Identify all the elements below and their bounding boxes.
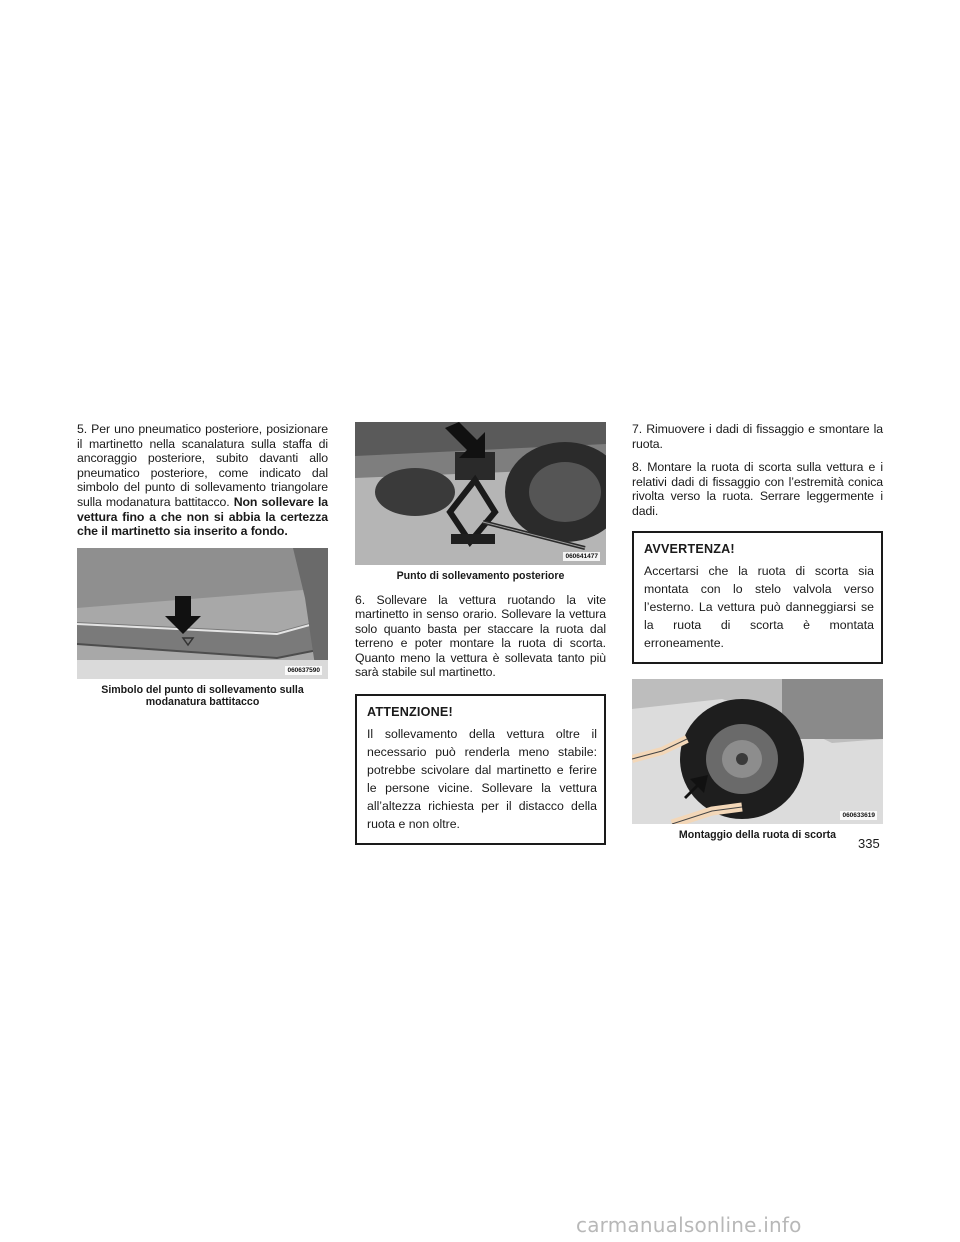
caution-title: ATTENZIONE!: [367, 705, 453, 720]
page-number: 335: [858, 836, 880, 851]
figure-1-caption: Simbolo del punto di sollevamento sulla modanatura battitacco: [101, 683, 304, 709]
step-5-warning-bold: Non sollevare la vettura fino a che non si abbia la certezza che il martinetto sia inserito a fondo.: [77, 494, 329, 539]
figure-rear-jack-point: [355, 422, 606, 565]
step-6-paragraph: 6. Sollevare la vettura ruotando la vite martinetto in senso orario. Sollevare la vettura solo quanto basta per staccare la ruota dal terreno e poter montare la ruota di scorta. Quanto meno la vettura è sollevata tanto più sarà stabile sul martinetto.: [355, 592, 606, 680]
figure-2-code: 060641477: [565, 553, 598, 560]
figure-2-caption: Punto di sollevamento posteriore: [396, 570, 565, 582]
column-right: [632, 422, 883, 841]
column-left: [77, 422, 328, 709]
caution-text: Il sollevamento della vettura oltre il necessario può renderla meno stabile: potrebbe scivolare dal martinetto e ferire le persone vicine. Sollevare la vettura all’altezza richiesta per il distacco della ruota e non oltre.: [367, 727, 597, 832]
spare-wheel-illustration: [632, 679, 883, 824]
watermark: carmanualsonline.info: [576, 1213, 802, 1237]
warning-box: [632, 531, 883, 664]
caution-box: [355, 694, 606, 845]
rear-jack-illustration: [355, 422, 606, 565]
step-7-paragraph: 7. Rimuovere i dadi di fissaggio e smontare la ruota.: [632, 422, 883, 451]
figure-1-code: 060637590: [287, 666, 320, 674]
figure-spare-wheel-mounting: [632, 679, 883, 824]
step-5-text: 5. Per uno pneumatico posteriore, posizionare il martinetto nella scanalatura sulla staffa di ancoraggio posteriore, subito davanti allo pneumatico posteriore, come indicato dal simbolo del punto di sollevamento triangolare sulla modanatura battitacco.: [77, 422, 328, 509]
warning-text: Accertarsi che la ruota di scorta sia montata con lo stelo valvola verso l’esterno. La vettura può danneggiarsi se la ruota di scorta è montata erroneamente.: [644, 563, 874, 650]
sill-molding-illustration: [77, 548, 328, 679]
figure-3-caption: Montaggio della ruota di scorta: [678, 828, 837, 841]
column-middle: [355, 422, 606, 845]
step-8-paragraph: 8. Montare la ruota di scorta sulla vettura e i relativi dadi di fissaggio con l’estremità conica rivolta verso la ruota. Serrare leggermente i dadi.: [632, 460, 883, 518]
step-5-paragraph: [77, 422, 328, 539]
figure-sill-molding: [77, 548, 328, 679]
warning-title: AVVERTENZA!: [644, 541, 735, 556]
figure-3-code: 060633619: [842, 811, 875, 819]
